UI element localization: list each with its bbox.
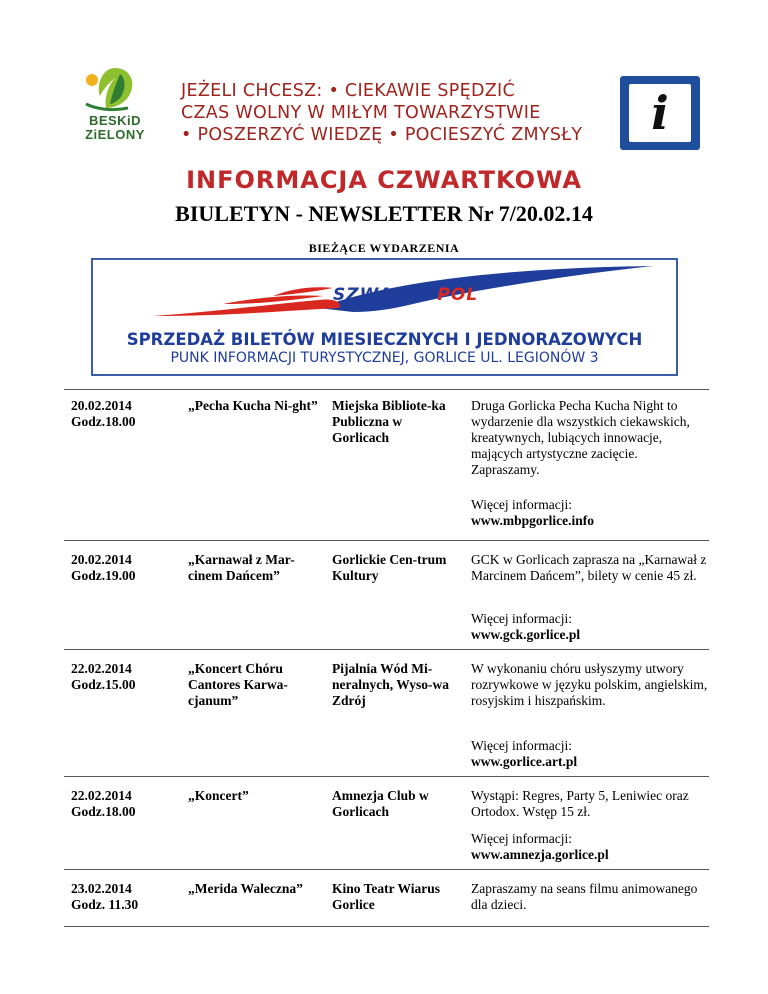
event-more-info: Więcej informacji: www.gck.gorlice.pl bbox=[471, 611, 709, 643]
event-datetime: 23.02.2014 Godz. 11.30 bbox=[71, 881, 139, 912]
event-datetime: 22.02.2014 Godz.18.00 bbox=[71, 788, 136, 819]
events-table bbox=[64, 389, 709, 927]
event-venue: Kino Teatr Wiarus Gorlice bbox=[332, 881, 441, 912]
banner-address: PUNK INFORMACJI TURYSTYCZNEJ, GORLICE UL. LEGIONÓW 3 bbox=[170, 350, 599, 366]
event-row bbox=[64, 869, 709, 927]
section-heading: BIEŻĄCE WYDARZENIA bbox=[308, 241, 460, 255]
event-more-info: Więcej informacji: www.gorlice.art.pl bbox=[471, 738, 709, 770]
newsletter-subtitle: BIULETYN - NEWSLETTER Nr 7/20.02.14 bbox=[175, 201, 593, 226]
event-description: Wystąpi: Regres, Party 5, Leniwiec oraz Ortodox. Wstęp 15 zł. bbox=[471, 788, 689, 819]
event-description: Druga Gorlicka Pecha Kucha Night to wydarzenie dla wszystkich ciekawskich, kreatywnych, lubiących innowacje, mających artystyczne zacięcie. Zapraszamy. bbox=[471, 398, 690, 477]
event-title: „Merida Waleczna” bbox=[188, 881, 303, 896]
slogan-line-1: JEŻELI CHCESZ: • CIEKAWIE SPĘDZIĆ bbox=[181, 81, 515, 101]
event-description: Zapraszamy na seans filmu animowanego dla dzieci. bbox=[471, 881, 698, 912]
event-venue: Amnezja Club w Gorlicach bbox=[332, 788, 429, 819]
event-more-info: Więcej informacji: www.amnezja.gorlice.pl bbox=[471, 831, 709, 863]
slogan-line-3: • POSZERZYĆ WIEDZĘ • POCIESZYĆ ZMYSŁY bbox=[181, 125, 583, 145]
event-row bbox=[64, 776, 709, 869]
szwagropol-banner bbox=[91, 258, 678, 376]
event-title: „Karnawał z Mar-cinem Dańcem” bbox=[188, 552, 295, 583]
event-link[interactable]: www.mbpgorlice.info bbox=[471, 513, 594, 528]
event-link[interactable]: www.gorlice.art.pl bbox=[471, 754, 578, 769]
tourist-info-icon: i bbox=[620, 76, 700, 150]
event-row bbox=[64, 389, 709, 540]
event-venue: Pijalnia Wód Mi-neralnych, Wyso-wa Zdrój bbox=[332, 661, 450, 708]
event-venue: Gorlickie Cen-trum Kultury bbox=[332, 552, 447, 583]
event-row bbox=[64, 540, 709, 649]
banner-headline: SPRZEDAŻ BILETÓW MIESIECZNYCH I JEDNORAZOWYCH bbox=[126, 330, 643, 349]
event-datetime: 22.02.2014 Godz.15.00 bbox=[71, 661, 136, 692]
event-datetime: 20.02.2014 Godz.18.00 bbox=[71, 398, 136, 429]
logo-wordmark: BESKiD ZiELONY bbox=[85, 113, 145, 142]
event-description: GCK w Gorlicach zaprasza na „Karnawał z Marcinem Dańcem”, bilety w cenie 45 zł. bbox=[471, 552, 707, 583]
event-datetime: 20.02.2014 Godz.19.00 bbox=[71, 552, 136, 583]
event-row bbox=[64, 649, 709, 776]
event-title: „Koncert Chóru Cantores Karwa-cjanum” bbox=[188, 661, 288, 708]
event-link[interactable]: www.gck.gorlice.pl bbox=[471, 627, 581, 642]
event-link[interactable]: www.amnezja.gorlice.pl bbox=[471, 847, 609, 862]
event-title: „Koncert” bbox=[188, 788, 249, 803]
header-slogan bbox=[181, 80, 601, 146]
event-venue: Miejska Bibliote-ka Publiczna w Gorlicach bbox=[332, 398, 446, 445]
event-more-info: Więcej informacji: www.mbpgorlice.info bbox=[471, 497, 709, 529]
newsletter-title: INFORMACJA CZWARTKOWA bbox=[186, 166, 582, 194]
event-description: W wykonaniu chóru usłyszymy utwory rozrywkowe w języku polskim, angielskim, rosyjskim i hiszpańskim. bbox=[471, 661, 708, 708]
event-title: „Pecha Kucha Ni-ght” bbox=[188, 398, 318, 413]
brand-logo-text: SZWAGROPOL bbox=[333, 285, 479, 305]
slogan-line-2: CZAS WOLNY W MIŁYM TOWARZYSTWIE bbox=[181, 103, 541, 123]
